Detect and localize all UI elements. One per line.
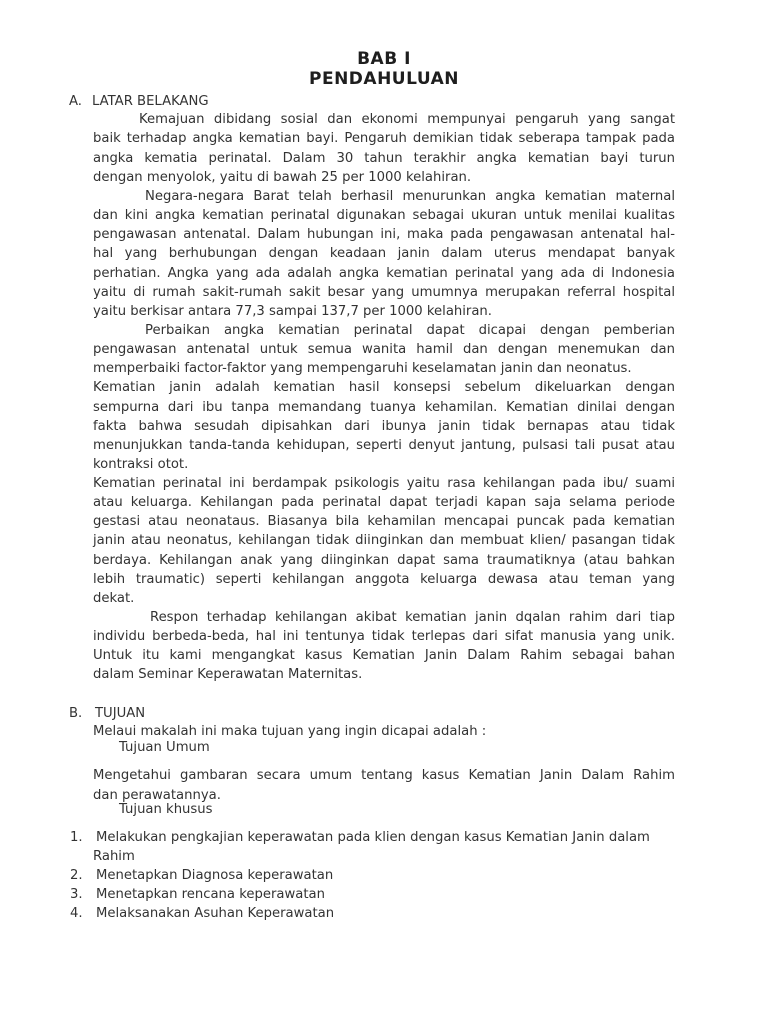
- body-line: janin atau neonatus, kehilangan tidak diinginkan dan membuat klien/ pasangan tidak: [93, 533, 675, 548]
- body-line: yaitu berkisar antara 77,3 sampai 137,7 per 1000 kelahiran.: [93, 304, 492, 319]
- body-line: baik terhadap angka kematian bayi. Pengaruh demikian tidak seberapa tampak pada: [93, 131, 675, 146]
- body-line: perhatian. Angka yang ada adalah angka kematian perinatal yang ada di Indonesia: [93, 266, 675, 281]
- body-line: dan kini angka kematian perinatal digunakan sebagai ukuran untuk menilai kualitas: [93, 208, 675, 223]
- body-line: lebih traumatic) seperti kehilangan anggota keluarga dewasa atau teman yang: [93, 572, 675, 587]
- chapter-title: PENDAHULUAN: [309, 69, 459, 89]
- body-line: Respon terhadap kehilangan akibat kematian janin dqalan rahim dari tiap: [150, 610, 675, 625]
- body-line: kontraksi otot.: [93, 457, 189, 472]
- list-item-text: Rahim: [93, 849, 135, 864]
- list-number: 2.: [70, 868, 83, 883]
- list-item-text: Melaksanakan Asuhan Keperawatan: [96, 906, 335, 921]
- body-line: atau keluarga. Kehilangan pada perinatal dapat terjadi kapan saja selama periode: [93, 495, 675, 510]
- chapter-label: BAB I: [357, 49, 411, 69]
- list-item-text: Menetapkan Diagnosa keperawatan: [96, 868, 334, 883]
- body-line: Negara-negara Barat telah berhasil menurunkan angka kematian maternal: [145, 189, 675, 204]
- body-line: yaitu di rumah sakit-rumah sakit besar yang umumnya merupakan referral hospital: [93, 285, 675, 300]
- list-number: 3.: [70, 887, 83, 902]
- section-b-heading: TUJUAN: [95, 706, 146, 721]
- body-line: gestasi atau neonataus. Biasanya bila kehamilan mencapai puncak pada kematian: [93, 514, 675, 529]
- body-line: Perbaikan angka kematian perinatal dapat dicapai dengan pemberian: [145, 323, 675, 338]
- specific-objective-heading: Tujuan khusus: [119, 802, 213, 817]
- body-line: fakta bahwa sesudah dipisahkan dari ibunya janin tidak bernapas atau tidak: [93, 419, 675, 434]
- body-line: dalam Seminar Keperawatan Maternitas.: [93, 667, 363, 682]
- section-a-heading: LATAR BELAKANG: [92, 94, 209, 109]
- section-a-marker: A.: [69, 94, 82, 109]
- body-line: angka kematia perinatal. Dalam 30 tahun terakhir angka kematian bayi turun: [93, 151, 675, 166]
- body-line: hal yang berhubungan dengan keadaan janin dalam uterus mendapat banyak: [93, 246, 675, 261]
- body-line: memperbaiki factor-faktor yang mempengaruhi keselamatan janin dan neonatus.: [93, 361, 632, 376]
- list-item-text: Melakukan pengkajian keperawatan pada klien dengan kasus Kematian Janin dalam: [96, 830, 650, 845]
- body-line: dengan menyolok, yaitu di bawah 25 per 1000 kelahiran.: [93, 170, 472, 185]
- objective-intro: Melaui makalah ini maka tujuan yang ingin dicapai adalah :: [93, 724, 487, 739]
- list-item-text: Menetapkan rencana keperawatan: [96, 887, 325, 902]
- body-line: berdaya. Kehilangan anak yang diinginkan dapat sama traumatiknya (atau bahkan: [93, 553, 675, 568]
- body-line: menunjukkan tanda-tanda kehidupan, seperti denyut jantung, pulsasi tali pusat atau: [93, 438, 675, 453]
- general-objective-line: Mengetahui gambaran secara umum tentang kasus Kematian Janin Dalam Rahim: [93, 768, 675, 783]
- list-number: 4.: [70, 906, 83, 921]
- body-line: sempurna dari ibu tanpa memandang tuanya kehamilan. Kematian dinilai dengan: [93, 400, 675, 415]
- general-objective-line: dan perawatannya.: [93, 788, 221, 803]
- general-objective-heading: Tujuan Umum: [119, 740, 210, 755]
- body-line: dekat.: [93, 591, 135, 606]
- section-b-marker: B.: [69, 706, 83, 721]
- body-line: individu berbeda-beda, hal ini tentunya tidak terlepas dari sifat manusia yang unik.: [93, 629, 675, 644]
- body-line: Kematian perinatal ini berdampak psikologis yaitu rasa kehilangan pada ibu/ suami: [93, 476, 675, 491]
- list-number: 1.: [70, 830, 83, 845]
- body-line: pengawasan antenatal. Dalam hubungan ini, maka pada pengawasan antenatal hal-: [93, 227, 675, 242]
- body-line: Kemajuan dibidang sosial dan ekonomi mempunyai pengaruh yang sangat: [139, 112, 675, 127]
- body-line: Untuk itu kami mengangkat kasus Kematian Janin Dalam Rahim sebagai bahan: [93, 648, 675, 663]
- body-line: Kematian janin adalah kematian hasil konsepsi sebelum dikeluarkan dengan: [93, 380, 675, 395]
- body-line: pengawasan antenatal untuk semua wanita hamil dan dengan menemukan dan: [93, 342, 675, 357]
